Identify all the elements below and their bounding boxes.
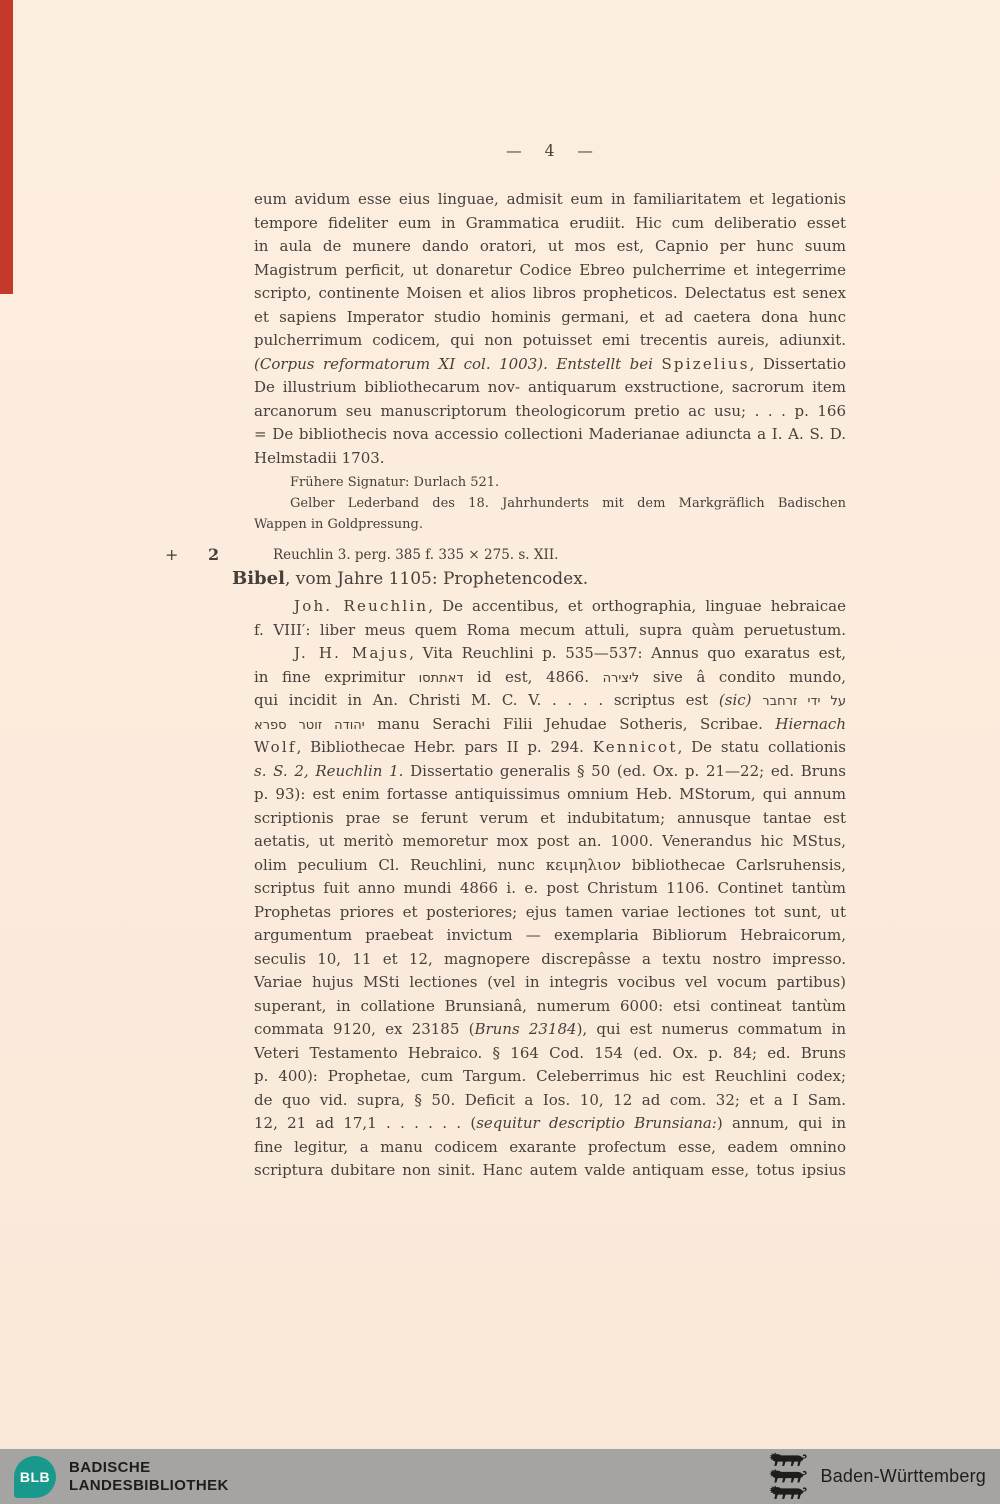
text-line: in aula de munere dando oratori, ut mos est, Capnio per hunc suum [254, 237, 846, 255]
blb-logo-icon [14, 1456, 56, 1498]
text-line: 12, 21 ad 17,1 . . . . . . (sequitur descriptio Brunsiana:) annum, qui in [254, 1114, 846, 1132]
text-line: commata 9120, ex 23185 (Bruns 23184), qui est numerus commatum in [254, 1020, 846, 1038]
text-line: Frühere Signatur: Durlach 521. [290, 475, 500, 490]
library-name [69, 1459, 229, 1494]
text-line: Prophetas priores et posteriores; ejus tamen variae lectiones tot sunt, ut [254, 902, 846, 921]
text-line: argumentum praebeat invictum — exemplaria Bibliorum Hebraicorum, [254, 926, 846, 944]
entry-number: 2 [208, 545, 220, 564]
page-number: — 4 — [506, 142, 594, 160]
paragraph-majus-description [254, 642, 846, 1183]
text-line: (Corpus reformatorum XI col. 1003). Entstellt bei Spizelius, Dissertatio [254, 354, 846, 373]
text-line: fine legitur, a manu codicem exarante profectum esse, eadem omnino [254, 1137, 846, 1156]
page-text-block [165, 0, 846, 1183]
library-brand [14, 1456, 229, 1498]
text-line: in fine exprimitur דאתתסו id est, 4866. ליצירה sive â condito mundo, [254, 667, 846, 686]
region-name-label: Baden-Württemberg [820, 1466, 986, 1486]
paragraph-intro-latin [254, 188, 846, 470]
text-line: superant, in collatione Brunsianâ, numerum 6000: etsi contineat tantùm [254, 996, 846, 1015]
catalog-entry-heading [165, 545, 846, 565]
entry-shelfmark: Reuchlin 3. perg. 385 f. 335 × 275. s. XII. [273, 547, 559, 563]
text-line: olim peculium Cl. Reuchlini, nunc κειμηλιον bibliothecae Carlsruhensis, [254, 855, 846, 874]
text-line: eum avidum esse eius linguae, admisit eum in familiaritatem et legationis [254, 190, 846, 208]
text-line: Veteri Testamento Hebraico. § 164 Cod. 154 (ed. Ox. p. 84; ed. Bruns [254, 1043, 846, 1062]
text-line: p. 400): Prophetae, cum Targum. Celeberrimus hic est Reuchlini codex; [254, 1067, 846, 1085]
paragraph-provenance-note [254, 472, 846, 535]
text-line: pulcherrimum codicem, qui non potuisset emi trecentis aureis, adiunxit. [254, 331, 846, 349]
footer-brand-bar [0, 1449, 1000, 1504]
three-lions-coat-of-arms-icon [766, 1452, 808, 1501]
entry-title [232, 566, 846, 591]
text-line: De illustrium bibliothecarum nov- antiquarum exstructione, sacrorum item [254, 378, 846, 396]
entry-title-rest: , vom Jahre 1105: Prophetencodex. [284, 569, 589, 589]
text-line: scripto, continente Moisen et alios libros propheticos. Delectatus est senex [254, 284, 846, 302]
text-line: de quo vid. supra, § 50. Deficit a Ios. 10, 12 ad com. 32; et a I Sam. [254, 1090, 846, 1109]
region-brand [766, 1452, 986, 1501]
library-name-line2: LANDESBIBLIOTHEK [69, 1476, 229, 1494]
text-line: Wappen in Goldpressung. [254, 517, 423, 532]
text-line: scriptus fuit anno mundi 4866 i. e. post Christum 1106. Continet tantùm [254, 879, 846, 897]
paragraph-reuchlin-quote [254, 595, 846, 642]
text-line: seculis 10, 11 et 12, magnopere discrepâsse a textu nostro impresso. [254, 949, 846, 968]
text-line: Variae hujus MSti lectiones (vel in integris vocibus vel vocum partibus) [254, 973, 846, 991]
library-name-line1: BADISCHE [69, 1459, 151, 1476]
text-line: aetatis, ut meritò memoretur mox post an. 1000. Venerandus hic MStus, [254, 832, 846, 850]
text-line: qui incidit in An. Christi M. C. V. . . . . scriptus est (sic) על ידי זרחבר [254, 691, 846, 709]
text-line: f. VIII′: liber meus quem Roma mecum attuli, supra quàm peruetustum. [254, 620, 846, 639]
text-line: s. S. 2, Reuchlin 1. Dissertatio generalis § 50 (ed. Ox. p. 21—22; ed. Bruns [254, 761, 846, 780]
text-line: Magistrum perficit, ut donaretur Codice Ebreo pulcherrime et integerrime [254, 260, 846, 279]
plus-mark: + [165, 545, 179, 564]
text-line: יהודה זוטר ספרא manu Serachi Filii Jehudae Sotheris, Scribae. Hiernach [254, 714, 846, 733]
text-line: scriptionis prae se ferunt verum et indubitatum; annusque tantae est [254, 808, 846, 827]
entry-title-keyword: Bibel [232, 568, 285, 589]
text-line: = De bibliothecis nova accessio collectioni Maderianae adiuncta a I. A. S. D. [254, 425, 846, 443]
text-line: scriptura dubitare non sinit. Hanc autem valde antiquam esse, totus ipsius [254, 1161, 846, 1179]
text-line: et sapiens Imperator studio hominis germani, et ad caetera dona hunc [254, 307, 846, 326]
blb-logo-text: BLB [19, 1468, 51, 1485]
text-line: tempore fideliter eum in Grammatica erudiit. Hic cum deliberatio esset [254, 213, 846, 232]
text-line: J. H. Majus, Vita Reuchlini p. 535—537: Annus quo exaratus est, [294, 644, 846, 662]
text-line: Wolf, Bibliothecae Hebr. pars II p. 294. Kennicot, De statu collationis [254, 738, 846, 756]
text-line: arcanorum seu manuscriptorum theologicorum pretio ac usu; . . . p. 166 [254, 401, 846, 420]
scan-edge-red-strip [0, 0, 13, 294]
text-line: Joh. Reuchlin, De accentibus, et orthographia, linguae hebraicae [294, 597, 846, 615]
text-line: p. 93): est enim fortasse antiquissimus omnium Heb. MStorum, qui annum [254, 785, 846, 803]
text-line: Helmstadii 1703. [254, 448, 385, 467]
text-line: Gelber Lederband des 18. Jahrhunderts mit dem Markgräflich Badischen [290, 496, 846, 511]
